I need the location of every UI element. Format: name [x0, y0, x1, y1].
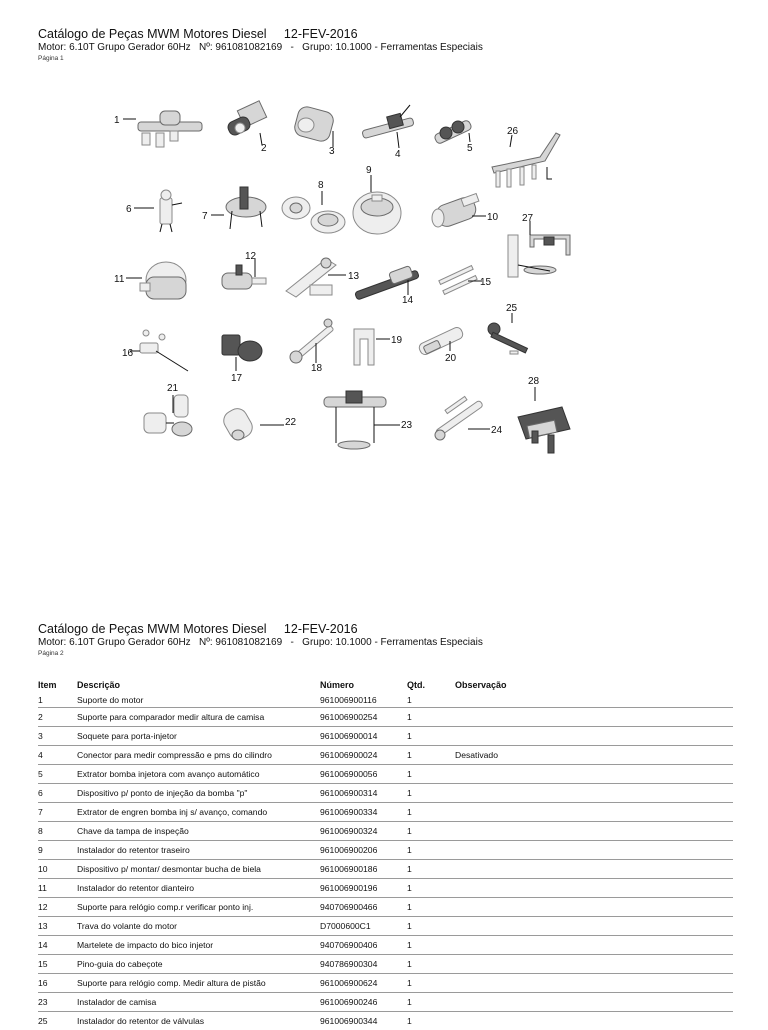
parts-table	[38, 677, 733, 1030]
col-header-observacao: Observação	[455, 677, 733, 692]
cell-numero: 961006900314	[320, 784, 407, 803]
page2-header	[38, 622, 483, 658]
tool-12-illustration	[222, 265, 266, 289]
table-row	[38, 708, 733, 727]
cell-numero: 940706900466	[320, 898, 407, 917]
tool-5-illustration	[434, 119, 473, 144]
catalog-subtitle: Motor: 6.10T Grupo Gerador 60Hz Nº: 961081082169 - Grupo: 10.1000 - Ferramentas Especiais	[38, 637, 483, 649]
cell-observacao	[455, 917, 733, 936]
callout-16: 16	[122, 348, 134, 359]
cell-observacao	[455, 936, 733, 955]
cell-observacao	[455, 898, 733, 917]
table-row	[38, 1012, 733, 1030]
cell-observacao	[455, 708, 733, 727]
cell-descricao: Extrator de engren bomba inj s/ avanço, comando	[77, 803, 320, 822]
cell-observacao	[455, 860, 733, 879]
callout-21: 21	[167, 383, 179, 394]
cell-item: 3	[38, 727, 77, 746]
parts-table-body	[38, 692, 733, 1030]
cell-observacao	[455, 803, 733, 822]
cell-item: 15	[38, 955, 77, 974]
col-header-descricao: Descrição	[77, 677, 320, 692]
table-row	[38, 784, 733, 803]
cell-numero: 961006900196	[320, 879, 407, 898]
table-row	[38, 993, 733, 1012]
callout-27: 27	[522, 213, 534, 224]
callout-4: 4	[395, 149, 401, 160]
table-header-row	[38, 677, 733, 692]
catalog-title: Catálogo de Peças MWM Motores Diesel 12-FEV-2016	[38, 622, 483, 637]
cell-item: 11	[38, 879, 77, 898]
tool-22-illustration	[220, 405, 256, 443]
page1-header	[38, 27, 483, 63]
tool-15-illustration	[439, 266, 477, 295]
callout-26: 26	[507, 126, 519, 137]
tool-27-illustration	[508, 235, 570, 277]
cell-numero: 961006900186	[320, 860, 407, 879]
cell-qtd: 1	[407, 1012, 455, 1030]
table-row	[38, 803, 733, 822]
cell-numero: 961006900206	[320, 841, 407, 860]
cell-descricao: Soquete para porta-injetor	[77, 727, 320, 746]
tool-7-illustration	[226, 187, 266, 229]
tool-18-illustration	[290, 319, 334, 363]
table-row	[38, 936, 733, 955]
tool-23-illustration	[324, 391, 386, 449]
tool-4-illustration	[362, 105, 414, 139]
cell-qtd: 1	[407, 822, 455, 841]
col-header-numero: Número	[320, 677, 407, 692]
cell-numero: 961006900324	[320, 822, 407, 841]
cell-descricao: Suporte do motor	[77, 692, 320, 708]
cell-numero: D7000600C1	[320, 917, 407, 936]
table-row	[38, 917, 733, 936]
cell-numero: 961006900254	[320, 708, 407, 727]
cell-descricao: Instalador do retentor dianteiro	[77, 879, 320, 898]
cell-qtd: 1	[407, 746, 455, 765]
cell-descricao: Martelete de impacto do bico injetor	[77, 936, 320, 955]
cell-descricao: Instalador do retentor de válvulas	[77, 1012, 320, 1030]
tool-19-illustration	[354, 329, 374, 365]
special-tools-figure	[100, 95, 600, 475]
tool-25-illustration	[488, 323, 527, 354]
cell-descricao: Conector para medir compressão e pms do cilindro	[77, 746, 320, 765]
page-number: Página 1	[38, 54, 483, 63]
tool-16-illustration	[140, 330, 188, 371]
col-header-item: Item	[38, 677, 77, 692]
cell-descricao: Extrator bomba injetora com avanço automático	[77, 765, 320, 784]
cell-item: 4	[38, 746, 77, 765]
cell-descricao: Chave da tampa de inspeção	[77, 822, 320, 841]
tool-10-illustration	[432, 194, 479, 230]
cell-numero: 961006900056	[320, 765, 407, 784]
table-row	[38, 898, 733, 917]
callout-5: 5	[467, 143, 473, 154]
cell-item: 10	[38, 860, 77, 879]
callout-8: 8	[318, 180, 324, 191]
cell-item: 5	[38, 765, 77, 784]
cell-numero: 961006900344	[320, 1012, 407, 1030]
callout-14: 14	[402, 295, 414, 306]
cell-item: 25	[38, 1012, 77, 1030]
table-row	[38, 974, 733, 993]
callout-1: 1	[114, 115, 120, 126]
cell-item: 1	[38, 692, 77, 708]
cell-numero: 961006900246	[320, 993, 407, 1012]
cell-numero: 961006900024	[320, 746, 407, 765]
catalog-title: Catálogo de Peças MWM Motores Diesel 12-FEV-2016	[38, 27, 483, 42]
callout-25: 25	[506, 303, 518, 314]
tool-17-illustration	[222, 335, 262, 361]
tool-28-illustration	[518, 407, 570, 453]
cell-item: 2	[38, 708, 77, 727]
cell-observacao	[455, 993, 733, 1012]
tool-20-illustration	[418, 326, 465, 356]
callout-20: 20	[445, 353, 457, 364]
callout-23: 23	[401, 420, 413, 431]
cell-item: 9	[38, 841, 77, 860]
cell-observacao: Desativado	[455, 746, 733, 765]
tool-6-illustration	[160, 190, 182, 232]
table-row	[38, 955, 733, 974]
table-row	[38, 765, 733, 784]
cell-observacao	[455, 879, 733, 898]
tool-3-illustration	[293, 105, 336, 143]
cell-qtd: 1	[407, 784, 455, 803]
cell-qtd: 1	[407, 860, 455, 879]
cell-numero: 940706900406	[320, 936, 407, 955]
cell-qtd: 1	[407, 955, 455, 974]
cell-descricao: Suporte para relógio comp.r verificar ponto inj.	[77, 898, 320, 917]
cell-observacao	[455, 974, 733, 993]
cell-numero: 961006900334	[320, 803, 407, 822]
table-row	[38, 746, 733, 765]
cell-observacao	[455, 727, 733, 746]
col-header-qtd: Qtd.	[407, 677, 455, 692]
table-row	[38, 692, 733, 708]
cell-item: 13	[38, 917, 77, 936]
cell-qtd: 1	[407, 879, 455, 898]
callout-17: 17	[231, 373, 243, 384]
tool-21-illustration	[144, 395, 192, 436]
callout-12: 12	[245, 251, 257, 262]
cell-item: 23	[38, 993, 77, 1012]
callout-24: 24	[491, 425, 503, 436]
cell-qtd: 1	[407, 993, 455, 1012]
cell-descricao: Suporte para relógio comp. Medir altura de pistão	[77, 974, 320, 993]
cell-item: 7	[38, 803, 77, 822]
cell-item: 12	[38, 898, 77, 917]
tool-26-illustration	[492, 133, 560, 187]
cell-descricao: Pino-guia do cabeçote	[77, 955, 320, 974]
cell-descricao: Suporte para comparador medir altura de camisa	[77, 708, 320, 727]
cell-observacao	[455, 692, 733, 708]
catalog-subtitle: Motor: 6.10T Grupo Gerador 60Hz Nº: 961081082169 - Grupo: 10.1000 - Ferramentas Especiais	[38, 42, 483, 54]
cell-descricao: Dispositivo p/ montar/ desmontar bucha de biela	[77, 860, 320, 879]
cell-observacao	[455, 765, 733, 784]
tool-11-illustration	[140, 262, 186, 299]
cell-descricao: Dispositivo p/ ponto de injeção da bomba "p"	[77, 784, 320, 803]
cell-descricao: Instalador de camisa	[77, 993, 320, 1012]
tool-2-illustration	[226, 101, 267, 137]
cell-qtd: 1	[407, 708, 455, 727]
page-number: Página 2	[38, 649, 483, 658]
cell-observacao	[455, 841, 733, 860]
cell-numero: 961006900014	[320, 727, 407, 746]
callout-9: 9	[366, 165, 372, 176]
tool-8-illustration	[282, 197, 345, 233]
cell-qtd: 1	[407, 917, 455, 936]
cell-item: 6	[38, 784, 77, 803]
tool-24-illustration	[435, 396, 483, 440]
cell-descricao: Instalador do retentor traseiro	[77, 841, 320, 860]
table-row	[38, 822, 733, 841]
table-row	[38, 841, 733, 860]
callout-7: 7	[202, 211, 208, 222]
table-row	[38, 860, 733, 879]
callout-28: 28	[528, 376, 540, 387]
callout-2: 2	[261, 143, 267, 154]
cell-qtd: 1	[407, 936, 455, 955]
cell-observacao	[455, 955, 733, 974]
cell-numero: 940786900304	[320, 955, 407, 974]
cell-qtd: 1	[407, 841, 455, 860]
callout-13: 13	[348, 271, 360, 282]
cell-qtd: 1	[407, 692, 455, 708]
tool-1-illustration	[138, 111, 202, 147]
callout-18: 18	[311, 363, 323, 374]
tool-9-illustration	[353, 192, 401, 234]
table-row	[38, 879, 733, 898]
callout-19: 19	[391, 335, 403, 346]
cell-numero: 961006900116	[320, 692, 407, 708]
callout-15: 15	[480, 277, 492, 288]
table-row	[38, 727, 733, 746]
cell-item: 8	[38, 822, 77, 841]
callout-22: 22	[285, 417, 297, 428]
callout-10: 10	[487, 212, 499, 223]
cell-observacao	[455, 1012, 733, 1030]
cell-qtd: 1	[407, 803, 455, 822]
cell-qtd: 1	[407, 765, 455, 784]
cell-numero: 961006900624	[320, 974, 407, 993]
cell-qtd: 1	[407, 898, 455, 917]
cell-item: 14	[38, 936, 77, 955]
cell-qtd: 1	[407, 727, 455, 746]
cell-descricao: Trava do volante do motor	[77, 917, 320, 936]
callout-6: 6	[126, 204, 132, 215]
cell-observacao	[455, 822, 733, 841]
callout-3: 3	[329, 146, 335, 157]
tool-13-illustration	[286, 258, 336, 297]
cell-qtd: 1	[407, 974, 455, 993]
callout-11: 11	[114, 274, 125, 285]
tools-illustration	[100, 95, 600, 475]
cell-observacao	[455, 784, 733, 803]
cell-item: 16	[38, 974, 77, 993]
